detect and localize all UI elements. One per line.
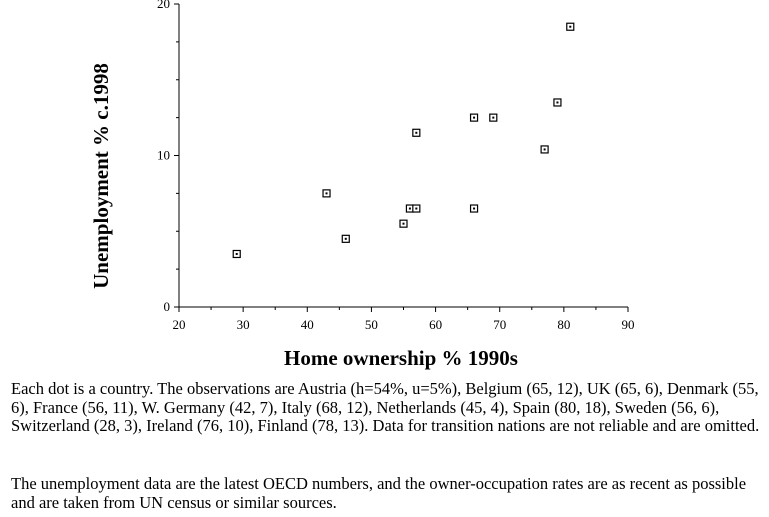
x-tick-label: 20 bbox=[172, 317, 186, 332]
data-point-inner bbox=[415, 208, 417, 210]
caption-paragraph-2: The unemployment data are the latest OECD numbers, and the owner-occupation rates are as recent as possible and are taken from UN census or similar sources. bbox=[11, 474, 747, 512]
data-point-inner bbox=[473, 117, 475, 119]
x-tick-label: 30 bbox=[236, 317, 250, 332]
data-point-inner bbox=[403, 223, 405, 225]
caption-paragraph-1: Each dot is a country. The observations are Austria (h=54%, u=5%), Belgium (65, 12), UK (65, 6), Denmark (55, 6), France (56, 11), W. Germany (42, 7), Italy (68, 12), Netherlands (45, 4), Spain (80, 18), Sweden (56, 6), Switzerland (28, 3), Ireland (76, 10), Finland (78, 13). Data for transition nations are not reliable and are omitted. bbox=[11, 379, 760, 435]
data-point-inner bbox=[409, 208, 411, 210]
data-point-inner bbox=[345, 238, 347, 240]
data-point-inner bbox=[415, 132, 417, 134]
data-point-inner bbox=[473, 208, 475, 210]
chart-axes bbox=[157, 0, 635, 332]
data-point bbox=[471, 114, 478, 121]
x-tick-label: 40 bbox=[300, 317, 314, 332]
data-point bbox=[413, 129, 420, 136]
y-tick-label: 0 bbox=[163, 299, 170, 314]
data-point bbox=[413, 205, 420, 212]
data-point-inner bbox=[492, 117, 494, 119]
x-tick-label: 70 bbox=[493, 317, 507, 332]
data-point bbox=[342, 235, 349, 242]
y-tick-label: 20 bbox=[157, 0, 170, 11]
y-axis-title: Unemployment % c.1998 bbox=[89, 63, 113, 289]
x-tick-label: 60 bbox=[429, 317, 443, 332]
data-point bbox=[554, 99, 561, 106]
data-point bbox=[471, 205, 478, 212]
data-point bbox=[567, 23, 574, 30]
x-tick-label: 50 bbox=[364, 317, 378, 332]
x-tick-label: 90 bbox=[621, 317, 635, 332]
chart-points bbox=[233, 23, 574, 257]
data-point-inner bbox=[236, 253, 238, 255]
y-tick-label: 10 bbox=[157, 147, 170, 163]
data-point bbox=[233, 250, 240, 257]
data-point bbox=[490, 114, 497, 121]
data-point-inner bbox=[544, 148, 546, 150]
x-axis-title: Home ownership % 1990s bbox=[284, 346, 518, 370]
data-point-inner bbox=[556, 101, 558, 103]
data-point bbox=[323, 190, 330, 197]
data-point bbox=[541, 146, 548, 153]
data-point bbox=[400, 220, 407, 227]
data-point-inner bbox=[569, 26, 571, 28]
data-point-inner bbox=[326, 192, 328, 194]
x-tick-label: 80 bbox=[557, 317, 571, 332]
